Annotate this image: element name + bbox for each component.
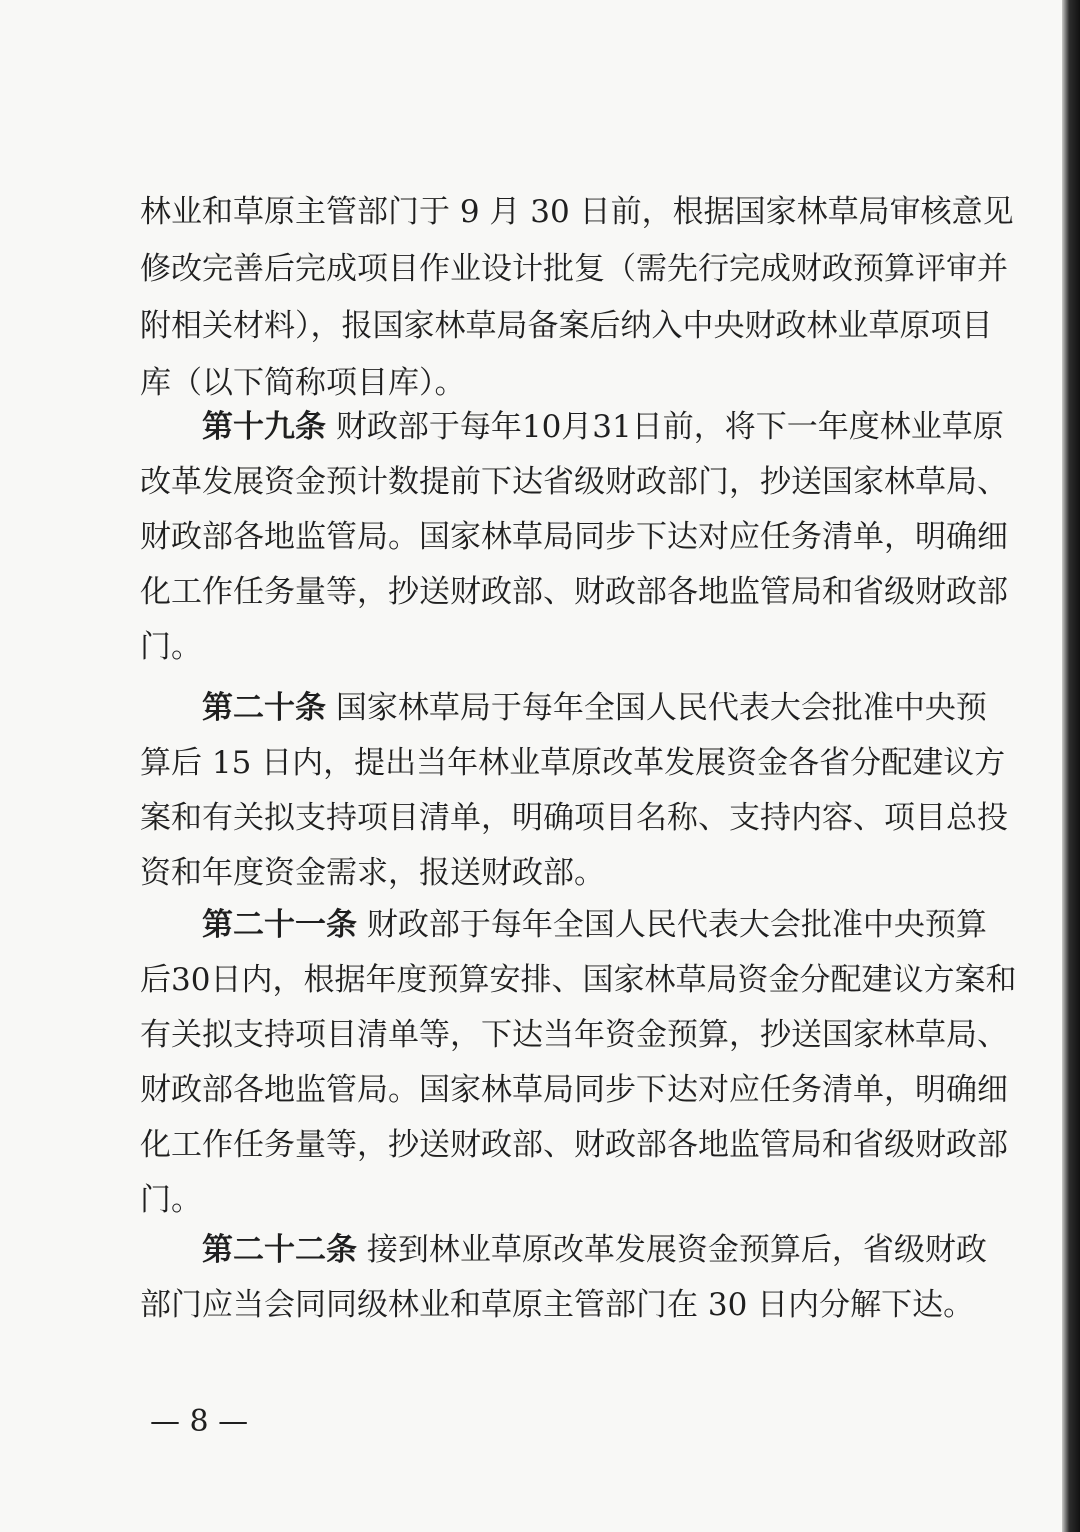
article-first-line <box>202 397 1004 457</box>
article-first-line <box>202 1220 987 1280</box>
text-line: 化工作任务量等，抄送财政部、财政部各地监管局和省级财政部 <box>140 1127 1008 1163</box>
article-title: 第二十二条 <box>202 1232 357 1268</box>
text-line: 林业和草原主管部门于 9 月 30 日前，根据国家林草局审核意见 <box>140 194 1014 230</box>
text-line: 化工作任务量等，抄送财政部、财政部各地监管局和省级财政部 <box>140 574 1008 610</box>
article-title: 第十九条 <box>202 409 326 445</box>
article-first-text: 国家林草局于每年全国人民代表大会批准中央预 <box>335 690 987 726</box>
text-line: 资和年度资金需求，报送财政部。 <box>140 855 605 891</box>
scan-edge <box>1062 0 1080 1532</box>
text-line: 部门应当会同同级林业和草原主管部门在 30 日内分解下达。 <box>140 1287 975 1323</box>
text-line: 库（以下简称项目库）。 <box>140 365 466 401</box>
article-first-line <box>202 678 987 738</box>
text-line: 后30日内，根据年度预算安排、国家林草局资金分配建议方案和 <box>140 962 1017 998</box>
text-line: 门。 <box>140 1182 202 1218</box>
page-number: — 8 — <box>150 1404 249 1439</box>
article-first-text: 财政部于每年全国人民代表大会批准中央预算 <box>366 907 987 943</box>
text-line: 有关拟支持项目清单等，下达当年资金预算，抄送国家林草局、 <box>140 1017 1008 1053</box>
text-line: 案和有关拟支持项目清单，明确项目名称、支持内容、项目总投 <box>140 800 1008 836</box>
article-first-text: 财政部于每年10月31日前，将下一年度林业草原 <box>335 409 1004 445</box>
text-line: 财政部各地监管局。国家林草局同步下达对应任务清单，明确细 <box>140 1072 1008 1108</box>
article-title: 第二十一条 <box>202 907 357 943</box>
article-first-line <box>202 895 987 955</box>
article-title: 第二十条 <box>202 690 326 726</box>
article-first-text: 接到林业草原改革发展资金预算后，省级财政 <box>366 1232 987 1268</box>
text-line: 附相关材料），报国家林草局备案后纳入中央财政林业草原项目 <box>140 308 993 344</box>
text-line: 修改完善后完成项目作业设计批复（需先行完成财政预算评审并 <box>140 251 1008 287</box>
text-line: 财政部各地监管局。国家林草局同步下达对应任务清单，明确细 <box>140 519 1008 555</box>
text-line: 门。 <box>140 629 202 665</box>
text-line: 算后 15 日内，提出当年林业草原改革发展资金各省分配建议方 <box>140 745 1006 781</box>
text-line: 改革发展资金预计数提前下达省级财政部门，抄送国家林草局、 <box>140 464 1008 500</box>
